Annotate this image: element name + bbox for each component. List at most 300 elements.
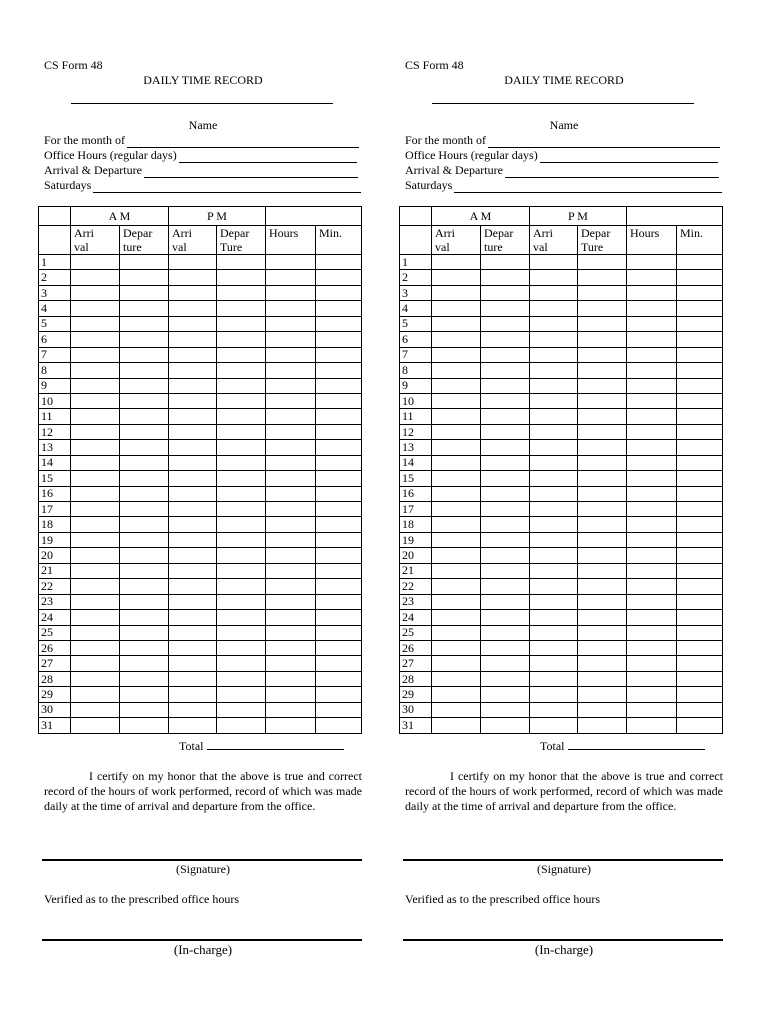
min-cell[interactable]: [677, 301, 723, 316]
am-departure-cell[interactable]: [481, 255, 530, 270]
min-cell[interactable]: [677, 718, 723, 733]
am-arrival-cell[interactable]: [71, 718, 120, 733]
hours-cell[interactable]: [627, 393, 677, 408]
am-departure-cell[interactable]: [120, 347, 169, 362]
pm-arrival-cell[interactable]: [169, 563, 217, 578]
pm-departure-cell[interactable]: [578, 409, 627, 424]
incharge-line[interactable]: [42, 939, 362, 941]
min-cell[interactable]: [677, 640, 723, 655]
pm-arrival-cell[interactable]: [169, 718, 217, 733]
hours-cell[interactable]: [627, 285, 677, 300]
arrival-departure-field[interactable]: [405, 163, 719, 178]
am-arrival-cell[interactable]: [71, 563, 120, 578]
pm-arrival-cell[interactable]: [530, 548, 578, 563]
hours-cell[interactable]: [266, 640, 316, 655]
pm-departure-cell[interactable]: [217, 671, 266, 686]
month-field[interactable]: [44, 133, 359, 148]
pm-departure-cell[interactable]: [578, 424, 627, 439]
pm-arrival-cell[interactable]: [169, 656, 217, 671]
am-arrival-cell[interactable]: [71, 517, 120, 532]
min-cell[interactable]: [316, 532, 362, 547]
pm-departure-cell[interactable]: [578, 455, 627, 470]
min-cell[interactable]: [316, 656, 362, 671]
pm-arrival-cell[interactable]: [169, 502, 217, 517]
am-arrival-cell[interactable]: [432, 285, 481, 300]
am-arrival-cell[interactable]: [71, 285, 120, 300]
am-departure-cell[interactable]: [120, 640, 169, 655]
am-arrival-cell[interactable]: [71, 640, 120, 655]
am-departure-cell[interactable]: [481, 471, 530, 486]
pm-departure-cell[interactable]: [578, 548, 627, 563]
month-line[interactable]: [488, 136, 720, 148]
pm-departure-cell[interactable]: [217, 285, 266, 300]
hours-cell[interactable]: [266, 285, 316, 300]
min-cell[interactable]: [677, 486, 723, 501]
min-cell[interactable]: [677, 316, 723, 331]
pm-departure-cell[interactable]: [217, 625, 266, 640]
pm-departure-cell[interactable]: [217, 455, 266, 470]
min-cell[interactable]: [677, 409, 723, 424]
am-arrival-cell[interactable]: [71, 625, 120, 640]
saturdays-field[interactable]: [405, 178, 722, 193]
pm-departure-cell[interactable]: [578, 393, 627, 408]
hours-cell[interactable]: [627, 718, 677, 733]
pm-arrival-cell[interactable]: [169, 393, 217, 408]
pm-departure-cell[interactable]: [578, 363, 627, 378]
pm-departure-cell[interactable]: [217, 378, 266, 393]
pm-arrival-cell[interactable]: [530, 347, 578, 362]
hours-cell[interactable]: [266, 332, 316, 347]
am-departure-cell[interactable]: [481, 424, 530, 439]
pm-arrival-cell[interactable]: [169, 548, 217, 563]
pm-departure-cell[interactable]: [217, 702, 266, 717]
pm-arrival-cell[interactable]: [530, 640, 578, 655]
am-departure-cell[interactable]: [120, 718, 169, 733]
pm-arrival-cell[interactable]: [530, 301, 578, 316]
am-departure-cell[interactable]: [481, 610, 530, 625]
pm-arrival-cell[interactable]: [530, 532, 578, 547]
min-cell[interactable]: [316, 409, 362, 424]
pm-arrival-cell[interactable]: [530, 316, 578, 331]
min-cell[interactable]: [316, 455, 362, 470]
total-line[interactable]: [207, 739, 344, 750]
pm-departure-cell[interactable]: [578, 440, 627, 455]
am-arrival-cell[interactable]: [71, 656, 120, 671]
pm-arrival-cell[interactable]: [169, 486, 217, 501]
am-departure-cell[interactable]: [120, 517, 169, 532]
am-departure-cell[interactable]: [481, 440, 530, 455]
pm-departure-cell[interactable]: [578, 486, 627, 501]
am-arrival-cell[interactable]: [432, 378, 481, 393]
pm-departure-cell[interactable]: [217, 301, 266, 316]
pm-arrival-cell[interactable]: [530, 471, 578, 486]
am-arrival-cell[interactable]: [71, 532, 120, 547]
hours-cell[interactable]: [627, 625, 677, 640]
am-arrival-cell[interactable]: [432, 640, 481, 655]
am-arrival-cell[interactable]: [432, 363, 481, 378]
am-arrival-cell[interactable]: [71, 455, 120, 470]
min-cell[interactable]: [677, 671, 723, 686]
hours-cell[interactable]: [266, 687, 316, 702]
min-cell[interactable]: [316, 440, 362, 455]
pm-arrival-cell[interactable]: [530, 718, 578, 733]
min-cell[interactable]: [677, 548, 723, 563]
am-arrival-cell[interactable]: [71, 409, 120, 424]
pm-arrival-cell[interactable]: [530, 455, 578, 470]
pm-departure-cell[interactable]: [217, 656, 266, 671]
hours-cell[interactable]: [266, 671, 316, 686]
hours-cell[interactable]: [266, 548, 316, 563]
am-arrival-cell[interactable]: [71, 579, 120, 594]
min-cell[interactable]: [316, 563, 362, 578]
min-cell[interactable]: [316, 671, 362, 686]
am-arrival-cell[interactable]: [432, 255, 481, 270]
am-departure-cell[interactable]: [481, 347, 530, 362]
am-departure-cell[interactable]: [120, 563, 169, 578]
pm-arrival-cell[interactable]: [169, 579, 217, 594]
pm-arrival-cell[interactable]: [530, 393, 578, 408]
min-cell[interactable]: [316, 486, 362, 501]
pm-departure-cell[interactable]: [217, 687, 266, 702]
am-departure-cell[interactable]: [120, 316, 169, 331]
saturdays-line[interactable]: [454, 181, 722, 193]
am-arrival-cell[interactable]: [71, 594, 120, 609]
am-arrival-cell[interactable]: [432, 532, 481, 547]
am-departure-cell[interactable]: [481, 455, 530, 470]
signature-line[interactable]: [403, 859, 723, 861]
am-departure-cell[interactable]: [120, 285, 169, 300]
hours-cell[interactable]: [266, 378, 316, 393]
am-departure-cell[interactable]: [481, 579, 530, 594]
am-departure-cell[interactable]: [481, 486, 530, 501]
am-departure-cell[interactable]: [481, 718, 530, 733]
pm-departure-cell[interactable]: [578, 718, 627, 733]
hours-cell[interactable]: [627, 301, 677, 316]
am-departure-cell[interactable]: [120, 610, 169, 625]
am-departure-cell[interactable]: [120, 594, 169, 609]
hours-cell[interactable]: [266, 455, 316, 470]
pm-arrival-cell[interactable]: [530, 486, 578, 501]
min-cell[interactable]: [316, 285, 362, 300]
total-field[interactable]: [179, 739, 344, 754]
pm-departure-cell[interactable]: [217, 424, 266, 439]
arrival-departure-field[interactable]: [44, 163, 358, 178]
am-departure-cell[interactable]: [481, 502, 530, 517]
am-arrival-cell[interactable]: [71, 255, 120, 270]
am-arrival-cell[interactable]: [71, 702, 120, 717]
pm-arrival-cell[interactable]: [530, 610, 578, 625]
pm-arrival-cell[interactable]: [169, 640, 217, 655]
month-line[interactable]: [127, 136, 359, 148]
pm-arrival-cell[interactable]: [169, 687, 217, 702]
min-cell[interactable]: [677, 610, 723, 625]
pm-departure-cell[interactable]: [217, 548, 266, 563]
min-cell[interactable]: [677, 378, 723, 393]
min-cell[interactable]: [316, 517, 362, 532]
pm-departure-cell[interactable]: [217, 610, 266, 625]
am-arrival-cell[interactable]: [432, 702, 481, 717]
pm-departure-cell[interactable]: [578, 301, 627, 316]
am-departure-cell[interactable]: [481, 532, 530, 547]
pm-departure-cell[interactable]: [578, 285, 627, 300]
min-cell[interactable]: [316, 347, 362, 362]
hours-cell[interactable]: [266, 440, 316, 455]
am-arrival-cell[interactable]: [432, 517, 481, 532]
pm-departure-cell[interactable]: [578, 332, 627, 347]
min-cell[interactable]: [316, 363, 362, 378]
min-cell[interactable]: [316, 548, 362, 563]
min-cell[interactable]: [316, 378, 362, 393]
am-departure-cell[interactable]: [481, 656, 530, 671]
pm-departure-cell[interactable]: [217, 363, 266, 378]
min-cell[interactable]: [677, 347, 723, 362]
am-departure-cell[interactable]: [481, 363, 530, 378]
am-departure-cell[interactable]: [120, 301, 169, 316]
am-arrival-cell[interactable]: [432, 548, 481, 563]
pm-departure-cell[interactable]: [578, 610, 627, 625]
am-arrival-cell[interactable]: [432, 687, 481, 702]
hours-cell[interactable]: [627, 687, 677, 702]
am-arrival-cell[interactable]: [432, 563, 481, 578]
pm-departure-cell[interactable]: [217, 393, 266, 408]
am-departure-cell[interactable]: [481, 563, 530, 578]
hours-cell[interactable]: [627, 610, 677, 625]
pm-departure-cell[interactable]: [217, 471, 266, 486]
am-departure-cell[interactable]: [481, 594, 530, 609]
hours-cell[interactable]: [627, 640, 677, 655]
am-departure-cell[interactable]: [481, 640, 530, 655]
office-hours-line[interactable]: [179, 151, 357, 163]
pm-departure-cell[interactable]: [217, 640, 266, 655]
min-cell[interactable]: [316, 332, 362, 347]
pm-arrival-cell[interactable]: [530, 424, 578, 439]
pm-departure-cell[interactable]: [217, 332, 266, 347]
am-departure-cell[interactable]: [481, 517, 530, 532]
pm-departure-cell[interactable]: [578, 517, 627, 532]
min-cell[interactable]: [316, 594, 362, 609]
am-departure-cell[interactable]: [481, 687, 530, 702]
hours-cell[interactable]: [627, 671, 677, 686]
pm-arrival-cell[interactable]: [169, 409, 217, 424]
am-departure-cell[interactable]: [481, 316, 530, 331]
min-cell[interactable]: [677, 471, 723, 486]
pm-departure-cell[interactable]: [578, 532, 627, 547]
am-arrival-cell[interactable]: [432, 440, 481, 455]
pm-departure-cell[interactable]: [578, 640, 627, 655]
min-cell[interactable]: [677, 440, 723, 455]
am-arrival-cell[interactable]: [71, 502, 120, 517]
am-departure-cell[interactable]: [481, 702, 530, 717]
min-cell[interactable]: [316, 687, 362, 702]
min-cell[interactable]: [316, 301, 362, 316]
pm-arrival-cell[interactable]: [169, 610, 217, 625]
office-hours-field[interactable]: [44, 148, 357, 163]
am-arrival-cell[interactable]: [432, 270, 481, 285]
total-line[interactable]: [568, 739, 705, 750]
am-arrival-cell[interactable]: [71, 440, 120, 455]
pm-arrival-cell[interactable]: [169, 332, 217, 347]
hours-cell[interactable]: [266, 563, 316, 578]
pm-departure-cell[interactable]: [217, 579, 266, 594]
pm-arrival-cell[interactable]: [530, 579, 578, 594]
pm-arrival-cell[interactable]: [169, 671, 217, 686]
hours-cell[interactable]: [266, 718, 316, 733]
am-arrival-cell[interactable]: [71, 363, 120, 378]
hours-cell[interactable]: [266, 656, 316, 671]
am-arrival-cell[interactable]: [71, 270, 120, 285]
am-departure-cell[interactable]: [120, 486, 169, 501]
am-departure-cell[interactable]: [481, 301, 530, 316]
pm-departure-cell[interactable]: [217, 316, 266, 331]
min-cell[interactable]: [316, 640, 362, 655]
hours-cell[interactable]: [627, 471, 677, 486]
hours-cell[interactable]: [627, 255, 677, 270]
hours-cell[interactable]: [627, 702, 677, 717]
total-field[interactable]: [540, 739, 705, 754]
am-departure-cell[interactable]: [120, 455, 169, 470]
am-departure-cell[interactable]: [120, 471, 169, 486]
min-cell[interactable]: [677, 656, 723, 671]
am-departure-cell[interactable]: [120, 270, 169, 285]
am-departure-cell[interactable]: [481, 285, 530, 300]
min-cell[interactable]: [316, 316, 362, 331]
hours-cell[interactable]: [266, 517, 316, 532]
pm-arrival-cell[interactable]: [530, 656, 578, 671]
am-departure-cell[interactable]: [481, 625, 530, 640]
hours-cell[interactable]: [266, 610, 316, 625]
pm-arrival-cell[interactable]: [530, 363, 578, 378]
min-cell[interactable]: [316, 424, 362, 439]
am-departure-cell[interactable]: [120, 687, 169, 702]
arrival-departure-line[interactable]: [144, 166, 358, 178]
pm-arrival-cell[interactable]: [169, 378, 217, 393]
am-departure-cell[interactable]: [120, 378, 169, 393]
hours-cell[interactable]: [627, 548, 677, 563]
hours-cell[interactable]: [266, 301, 316, 316]
office-hours-line[interactable]: [540, 151, 718, 163]
hours-cell[interactable]: [266, 532, 316, 547]
am-arrival-cell[interactable]: [71, 301, 120, 316]
pm-arrival-cell[interactable]: [169, 316, 217, 331]
am-departure-cell[interactable]: [481, 671, 530, 686]
pm-arrival-cell[interactable]: [169, 255, 217, 270]
am-arrival-cell[interactable]: [432, 718, 481, 733]
pm-arrival-cell[interactable]: [530, 702, 578, 717]
am-arrival-cell[interactable]: [71, 548, 120, 563]
am-departure-cell[interactable]: [481, 393, 530, 408]
pm-arrival-cell[interactable]: [530, 255, 578, 270]
hours-cell[interactable]: [266, 625, 316, 640]
pm-arrival-cell[interactable]: [169, 517, 217, 532]
am-departure-cell[interactable]: [120, 671, 169, 686]
pm-arrival-cell[interactable]: [169, 532, 217, 547]
hours-cell[interactable]: [266, 471, 316, 486]
hours-cell[interactable]: [266, 393, 316, 408]
pm-departure-cell[interactable]: [217, 532, 266, 547]
pm-departure-cell[interactable]: [578, 579, 627, 594]
pm-departure-cell[interactable]: [578, 656, 627, 671]
am-departure-cell[interactable]: [120, 579, 169, 594]
hours-cell[interactable]: [266, 363, 316, 378]
hours-cell[interactable]: [266, 424, 316, 439]
pm-departure-cell[interactable]: [217, 502, 266, 517]
pm-arrival-cell[interactable]: [530, 270, 578, 285]
am-arrival-cell[interactable]: [432, 301, 481, 316]
am-departure-cell[interactable]: [481, 270, 530, 285]
am-departure-cell[interactable]: [120, 393, 169, 408]
hours-cell[interactable]: [266, 502, 316, 517]
pm-arrival-cell[interactable]: [530, 502, 578, 517]
min-cell[interactable]: [677, 332, 723, 347]
am-departure-cell[interactable]: [120, 702, 169, 717]
am-arrival-cell[interactable]: [432, 656, 481, 671]
am-departure-cell[interactable]: [120, 532, 169, 547]
hours-cell[interactable]: [266, 347, 316, 362]
min-cell[interactable]: [677, 363, 723, 378]
pm-departure-cell[interactable]: [217, 486, 266, 501]
pm-arrival-cell[interactable]: [530, 594, 578, 609]
pm-arrival-cell[interactable]: [530, 378, 578, 393]
pm-departure-cell[interactable]: [217, 440, 266, 455]
hours-cell[interactable]: [266, 316, 316, 331]
min-cell[interactable]: [677, 255, 723, 270]
am-arrival-cell[interactable]: [432, 332, 481, 347]
pm-arrival-cell[interactable]: [169, 285, 217, 300]
am-arrival-cell[interactable]: [432, 471, 481, 486]
min-cell[interactable]: [677, 517, 723, 532]
hours-cell[interactable]: [627, 563, 677, 578]
am-departure-cell[interactable]: [120, 409, 169, 424]
pm-departure-cell[interactable]: [578, 502, 627, 517]
pm-arrival-cell[interactable]: [169, 594, 217, 609]
hours-cell[interactable]: [266, 579, 316, 594]
am-departure-cell[interactable]: [481, 409, 530, 424]
hours-cell[interactable]: [627, 270, 677, 285]
pm-arrival-cell[interactable]: [169, 440, 217, 455]
min-cell[interactable]: [316, 270, 362, 285]
min-cell[interactable]: [677, 270, 723, 285]
am-arrival-cell[interactable]: [71, 332, 120, 347]
arrival-departure-line[interactable]: [505, 166, 719, 178]
am-departure-cell[interactable]: [481, 332, 530, 347]
am-arrival-cell[interactable]: [71, 687, 120, 702]
hours-cell[interactable]: [266, 409, 316, 424]
am-arrival-cell[interactable]: [432, 393, 481, 408]
min-cell[interactable]: [677, 625, 723, 640]
pm-departure-cell[interactable]: [578, 702, 627, 717]
pm-departure-cell[interactable]: [217, 718, 266, 733]
am-departure-cell[interactable]: [120, 424, 169, 439]
min-cell[interactable]: [677, 579, 723, 594]
pm-arrival-cell[interactable]: [169, 347, 217, 362]
signature-line[interactable]: [42, 859, 362, 861]
am-arrival-cell[interactable]: [432, 502, 481, 517]
am-departure-cell[interactable]: [481, 378, 530, 393]
pm-arrival-cell[interactable]: [530, 332, 578, 347]
incharge-line[interactable]: [403, 939, 723, 941]
hours-cell[interactable]: [627, 455, 677, 470]
am-arrival-cell[interactable]: [432, 486, 481, 501]
min-cell[interactable]: [316, 579, 362, 594]
pm-departure-cell[interactable]: [578, 594, 627, 609]
hours-cell[interactable]: [266, 255, 316, 270]
name-line[interactable]: [432, 103, 694, 104]
am-arrival-cell[interactable]: [71, 471, 120, 486]
am-departure-cell[interactable]: [120, 440, 169, 455]
am-arrival-cell[interactable]: [71, 393, 120, 408]
pm-arrival-cell[interactable]: [530, 625, 578, 640]
pm-arrival-cell[interactable]: [169, 625, 217, 640]
